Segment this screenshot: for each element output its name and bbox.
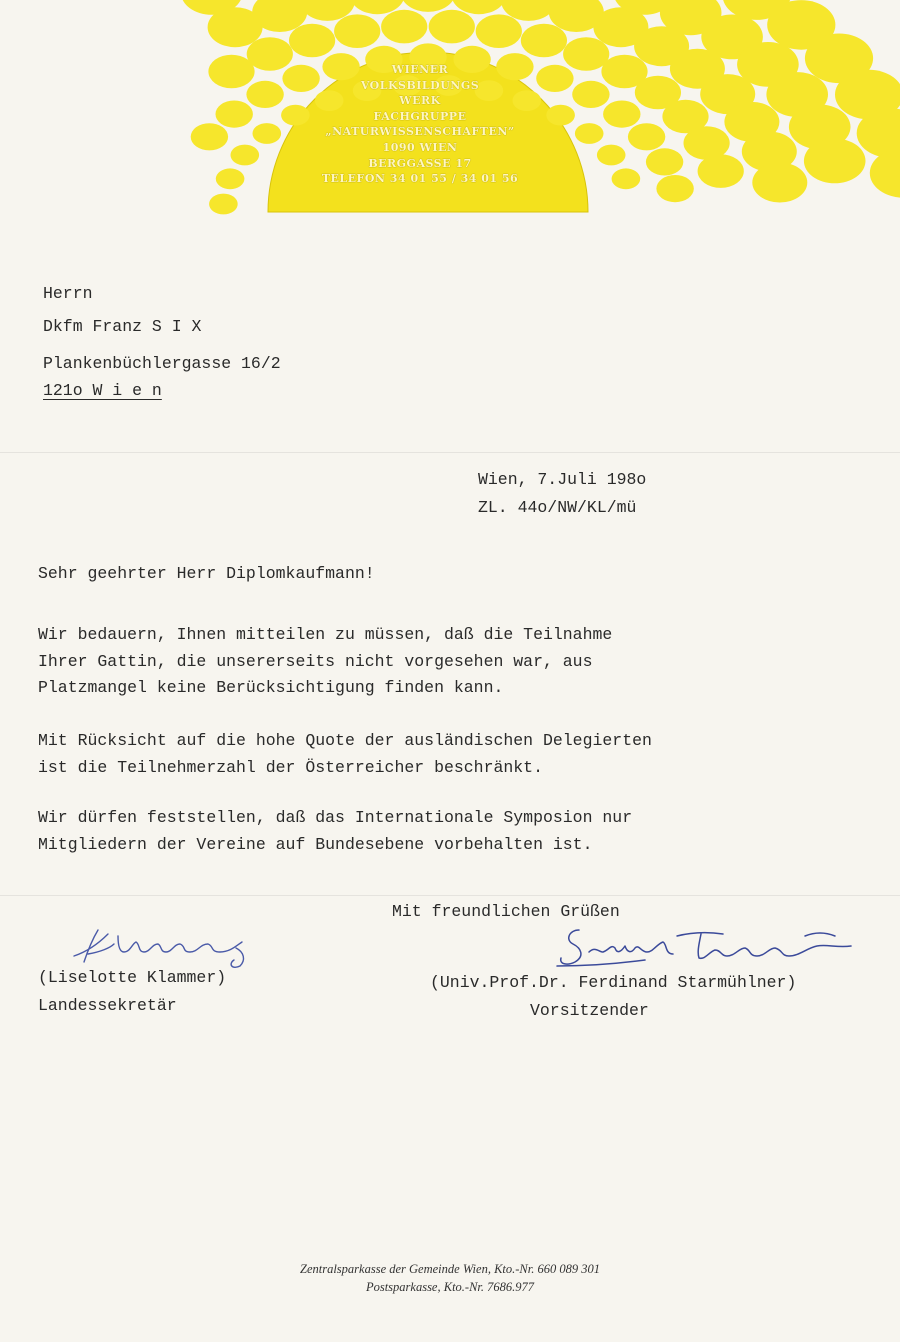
- decorative-dot: [401, 0, 456, 12]
- place-date: Wien, 7.Juli 198o: [478, 470, 647, 489]
- decorative-dot: [698, 154, 744, 188]
- fold-line: [0, 452, 900, 453]
- letter-meta: [478, 470, 646, 517]
- decorative-dot: [603, 101, 640, 128]
- right-signatory-name: (Univ.Prof.Dr. Ferdinand Starmühlner): [430, 973, 797, 992]
- footer-line: Postsparkasse, Kto.-Nr. 7686.977: [365, 1280, 535, 1294]
- left-signatory: [38, 968, 226, 1015]
- decorative-dot: [246, 81, 283, 108]
- paragraph: [38, 622, 612, 702]
- decorative-dot: [429, 10, 475, 44]
- decorative-dot: [191, 123, 228, 150]
- org-line: WERK: [399, 94, 441, 108]
- decorative-dot: [546, 105, 575, 126]
- decorative-dot: [521, 24, 567, 58]
- left-signatory-name: (Liselotte Klammer): [38, 968, 227, 987]
- decorative-dot: [381, 10, 427, 44]
- recipient-name: Dkfm Franz S I X: [43, 317, 202, 336]
- decorative-dot: [252, 123, 281, 144]
- decorative-dot: [628, 123, 665, 150]
- reference-number: ZL. 44o/NW/KL/mü: [478, 498, 637, 517]
- paragraph-line: Mitgliedern der Vereine auf Bundesebene vorbehalten ist.: [38, 834, 593, 854]
- decorative-dot: [216, 101, 253, 128]
- right-signatory-title-block: [530, 1001, 649, 1020]
- paragraph-line: Wir bedauern, Ihnen mitteilen zu müssen, daß die Teilnahme: [38, 625, 613, 644]
- footer-line: Zentralsparkasse der Gemeinde Wien, Kto.-Nr. 660 089 301: [300, 1262, 600, 1276]
- decorative-dot: [563, 37, 609, 71]
- recipient-street: Plankenbüchlergasse 16/2: [43, 354, 281, 373]
- recipient-address: [43, 284, 281, 400]
- recipient-city: 121o W i e n: [43, 381, 162, 400]
- paragraph-line: Platzmangel keine Berücksichtigung finden kann.: [38, 678, 504, 697]
- org-line: FACHGRUPPE: [373, 109, 467, 123]
- decorative-dot: [476, 14, 522, 48]
- org-line: WIENER: [391, 63, 449, 76]
- paragraph: [38, 805, 632, 858]
- closing-text: Mit freundlichen Grüßen: [392, 902, 620, 921]
- signature-left: [60, 918, 270, 973]
- footer-bank-details: [0, 1260, 900, 1296]
- paragraph: [38, 728, 652, 781]
- decorative-dot: [334, 14, 380, 48]
- decorative-dot: [804, 139, 866, 184]
- decorative-dot: [572, 81, 609, 108]
- org-line: TELEFON 34 01 55 / 34 01 56: [321, 172, 519, 186]
- right-signatory-title: Vorsitzender: [530, 1001, 649, 1020]
- greeting-text: Sehr geehrter Herr Diplomkaufmann!: [38, 564, 375, 583]
- decorative-dot: [870, 148, 900, 198]
- org-line: 1090 WIEN: [382, 140, 458, 154]
- decorative-dot: [208, 55, 254, 89]
- closing-phrase: [392, 902, 620, 921]
- decorative-dot: [656, 175, 693, 202]
- org-line: VOLKSBILDUNGS: [360, 78, 480, 92]
- decorative-dot: [289, 24, 335, 58]
- decorative-dot: [209, 194, 238, 215]
- decorative-dot: [216, 168, 245, 189]
- left-signatory-title: Landessekretär: [38, 996, 177, 1015]
- decorative-dot: [612, 168, 641, 189]
- org-line: „NATURWISSENSCHAFTEN”: [325, 125, 515, 139]
- decorative-dot: [752, 163, 807, 203]
- right-signatory-name-block: [430, 973, 796, 992]
- recipient-salutation: Herrn: [43, 284, 93, 303]
- decorative-dot: [231, 145, 260, 166]
- paragraph-line: Mit Rücksicht auf die hohe Quote der ausländischen Delegierten: [38, 731, 652, 750]
- greeting: [38, 561, 375, 588]
- paragraph-line: Wir dürfen feststellen, daß das Internationale Symposion nur: [38, 808, 633, 827]
- paragraph-line: ist die Teilnehmerzahl der Österreicher beschränkt.: [38, 757, 543, 777]
- letterhead: [0, 0, 900, 240]
- letterhead-text: [300, 62, 540, 187]
- decorative-dot: [536, 65, 573, 92]
- org-line: BERGGASSE 17: [368, 156, 472, 170]
- paragraph-line: Ihrer Gattin, die unsererseits nicht vorgesehen war, aus: [38, 651, 593, 671]
- decorative-dot: [597, 145, 626, 166]
- fold-line: [0, 895, 900, 896]
- decorative-dot: [646, 148, 683, 175]
- decorative-dot: [247, 37, 293, 71]
- decorative-dot: [575, 123, 604, 144]
